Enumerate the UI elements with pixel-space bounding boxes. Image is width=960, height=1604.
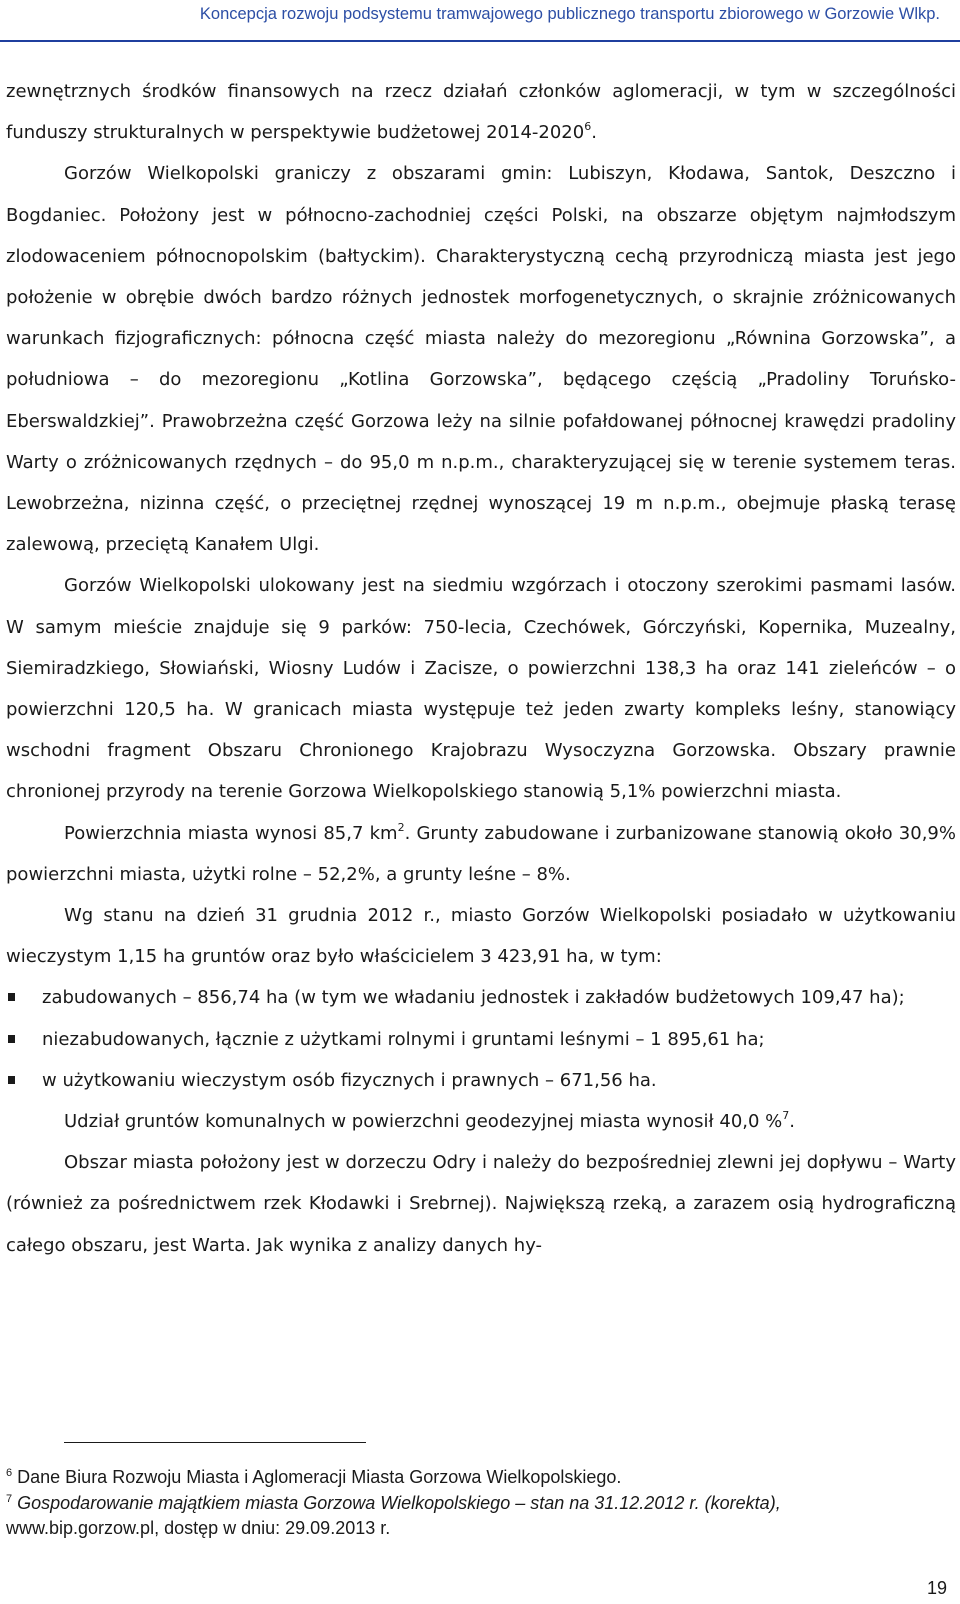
page-number: 19 <box>926 1578 947 1598</box>
document-title: Koncepcja rozwoju podsystemu tramwajowego publicznego transportu zbiorowego w Gorzowie Wlkp. <box>199 5 940 23</box>
footnote-ref-6[interactable]: 6 <box>584 120 592 134</box>
list-item: niezabudowanych, łącznie z użytkami rolnymi i gruntami leśnymi – 1 895,61 ha; <box>6 1019 956 1060</box>
paragraph-1: zewnętrznych środków finansowych na rzecz działań członków aglomeracji, w tym w szczególności funduszy strukturalnych w perspektywie budżetowej 2014-2020$^6$. <box>6 81 956 144</box>
square-bullet-icon <box>8 1035 15 1043</box>
square-bullet-icon <box>8 993 15 1001</box>
paragraph-4: Powierzchnia miasta wynosi 85,7 $km^2$. Grunty zabudowane i zurbanizowane stanowią około 30,9% powierzchni miasta, użytki rolne – 52,2%, a grunty leśne – 8%. <box>6 820 956 885</box>
list-item: w użytkowaniu wieczystym osób fizycznych i prawnych – 671,56 ha. <box>6 1060 956 1101</box>
land-ownership-list <box>6 977 956 1101</box>
page-header <box>0 0 960 42</box>
paragraph-3: Gorzów Wielkopolski ulokowany jest na siedmiu wzgórzach i otoczony szerokimi pasmami lasów. W samym mieście znajduje się 9 parków: 750-lecia, Czechówek, Górczyński, Kopernika, Muzealny, Siemiradzkiego, Słowiański, Wiosny Ludów i Zacisze, o powierzchni 138,3 ha oraz 141 zieleńców – o powierzchni 120,5 ha. W granicach miasta występuje też jeden zwarty kompleks leśny, stanowiący wschodni fragment Obszaru Chronionego Krajobrazu Wysoczyzna Gorzowska. Obszary prawnie chronionej przyrody na terenie Gorzowa Wielkopolskiego stanowią 5,1% powierzchni miasta. <box>6 575 956 803</box>
paragraph-5: Wg stanu na dzień 31 grudnia 2012 r., miasto Gorzów Wielkopolski posiadało w użytkowaniu wieczystym 1,15 ha gruntów oraz było właścicielem 3 423,91 ha, w tym: <box>6 905 956 968</box>
paragraph-7: Obszar miasta położony jest w dorzeczu Odry i należy do bezpośredniej zlewni jej dopływu – Warty (również za pośrednictwem rzek Kłodawki i Srebrnej). Największą rzeką, a zarazem osią hydrograficzną całego obszaru, jest Warta. Jak wynika z analizy danych hy- <box>6 1152 956 1256</box>
superscript-2: 2 <box>397 820 405 834</box>
square-bullet-icon <box>8 1076 15 1084</box>
footnote-6: $^6$ Dane Biura Rozwoju Miasta i Aglomeracji Miasta Gorzowa Wielkopolskiego. <box>6 1467 622 1487</box>
footnote-separator <box>64 1442 366 1443</box>
footnotes <box>6 1465 956 1542</box>
list-item: zabudowanych – 856,74 ha (w tym we władaniu jednostek i zakładów budżetowych 109,47 ha); <box>6 977 956 1018</box>
footnote-7: $^7$ Gospodarowanie majątkiem miasta Gorzowa Wielkopolskiego – stan na 31.12.2012 r. (korekta), www.bip.gorzow.pl, dostęp w dniu: 29.09.2013 r. <box>6 1492 781 1538</box>
paragraph-2: Gorzów Wielkopolski graniczy z obszarami gmin: Lubiszyn, Kłodawa, Santok, Deszczno i Bogdaniec. Położony jest w północno-zachodniej części Polski, na obszarze objętym najmłodszym zlodowaceniem północnopolskim (bałtyckim). Charakterystyczną cechą przyrodniczą miasta jest jego położenie w obrębie dwóch bardzo różnych jednostek morfogenetycznych, o skrajnie zróżnicowanych warunkach fizjograficznych: północna część miasta należy do mezoregionu „Równina Gorzowska”, a południowa – do mezoregionu „Kotlina Gorzowska”, będącego częścią „Pradoliny Toruńsko-Eberswaldzkiej”. Prawobrzeżna część Gorzowa leży na silnie pofałdowanej północnej krawędzi pradoliny Warty o zróżnicowanych rzędnych – do 95,0 m n.p.m., charakteryzującej się w terenie systemem teras. Lewobrzeżna, nizinna część, o przeciętnej rzędnej wynoszącej 19 m n.p.m., obejmuje płaską terasę zalewową, przeciętą Kanałem Ulgi. <box>6 163 956 556</box>
footnote-7-link: www.bip.gorzow.pl, dostęp w dniu: 29.09.2013 r. <box>6 1518 391 1538</box>
footnote-ref-7[interactable]: 7 <box>782 1109 790 1123</box>
body-text <box>6 71 956 1266</box>
paragraph-6: Udział gruntów komunalnych w powierzchni geodezyjnej miasta wynosił 40,0 %$^7$. <box>64 1109 796 1133</box>
